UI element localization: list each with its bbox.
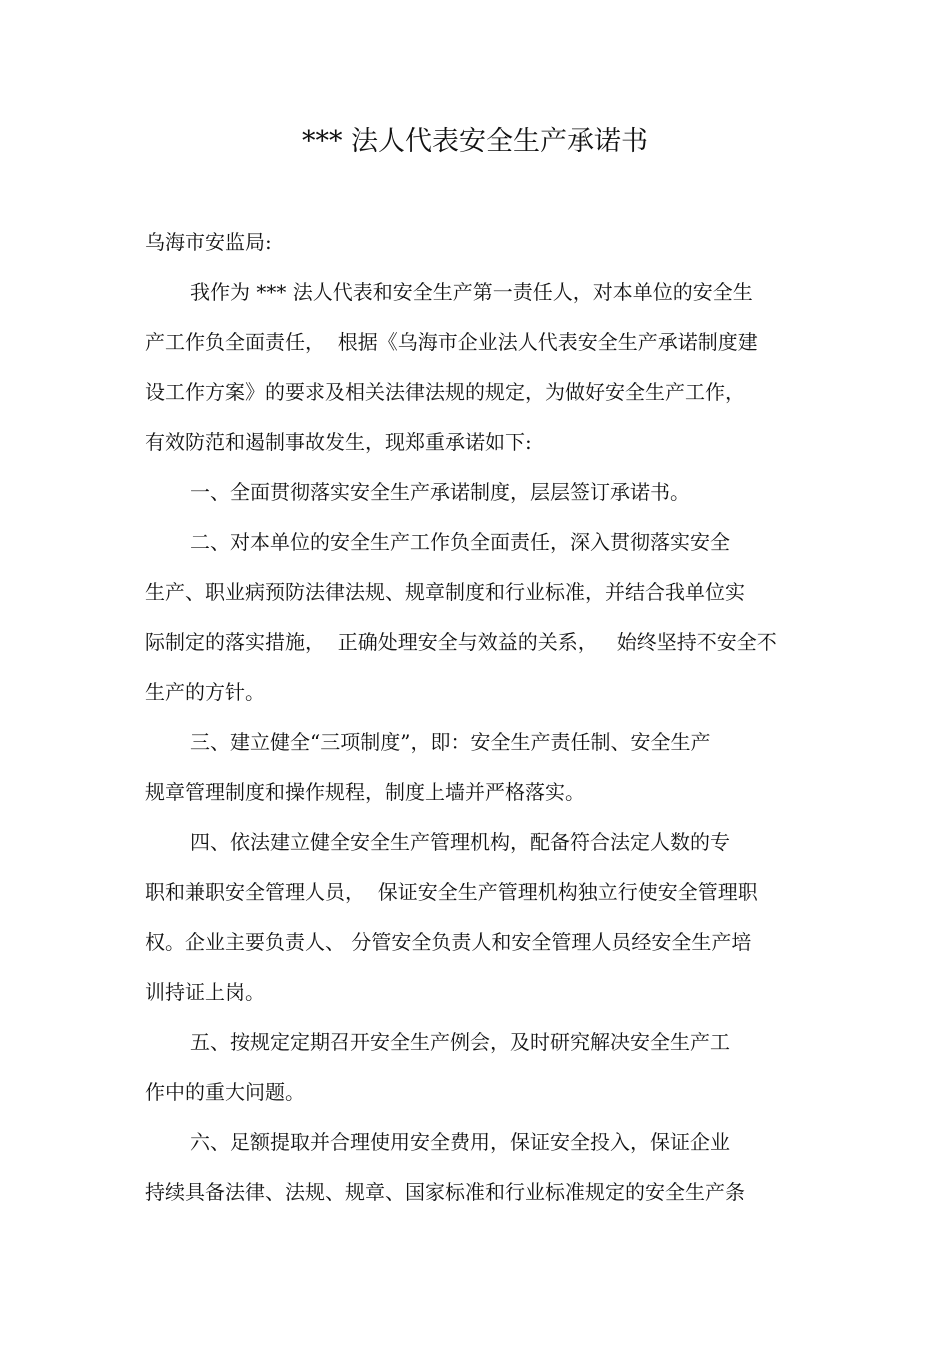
paragraph-line: 产工作负全面责任， 根据《乌海市企业法人代表安全生产承诺制度建 [145, 330, 758, 354]
paragraph-line: 二、对本单位的安全生产工作负全面责任，深入贯彻落实安全 [190, 530, 730, 554]
paragraph-line: 六、足额提取并合理使用安全费用，保证安全投入，保证企业 [190, 1130, 730, 1154]
paragraph-line: 设工作方案》的要求及相关法律法规的规定，为做好安全生产工作， [145, 380, 745, 404]
paragraph-line: 生产的方针。 [145, 680, 265, 704]
paragraph-line: 训持证上岗。 [145, 980, 265, 1004]
paragraph-line: 四、依法建立健全安全生产管理机构，配备符合法定人数的专 [190, 830, 730, 854]
paragraph-line: 五、按规定定期召开安全生产例会，及时研究解决安全生产工 [190, 1030, 730, 1054]
paragraph-line: 际制定的落实措施， 正确处理安全与效益的关系， 始终坚持不安全不 [145, 630, 777, 654]
paragraph-line: 职和兼职安全管理人员， 保证安全生产管理机构独立行使安全管理职 [145, 880, 758, 904]
paragraph-line: 规章管理制度和操作规程，制度上墙并严格落实。 [145, 780, 585, 804]
document-title: *** 法人代表安全生产承诺书 [301, 126, 649, 157]
salutation: 乌海市安监局: [145, 230, 272, 254]
paragraph-line: 三、建立健全“三项制度”，即：安全生产责任制、安全生产 [190, 730, 711, 754]
paragraph-line: 作中的重大问题。 [145, 1080, 305, 1104]
paragraph-line: 生产、职业病预防法律法规、规章制度和行业标准，并结合我单位实 [145, 580, 745, 604]
paragraph-line: 我作为 *** 法人代表和安全生产第一责任人，对本单位的安全生 [190, 280, 753, 304]
paragraph-line: 持续具备法律、法规、规章、国家标准和行业标准规定的安全生产条 [145, 1180, 745, 1204]
paragraph-line: 权。企业主要负责人、 分管安全负责人和安全管理人员经安全生产培 [145, 930, 752, 954]
paragraph-line: 一、全面贯彻落实安全生产承诺制度，层层签订承诺书。 [190, 480, 690, 504]
paragraph-line: 有效防范和遏制事故发生，现郑重承诺如下: [145, 430, 532, 454]
